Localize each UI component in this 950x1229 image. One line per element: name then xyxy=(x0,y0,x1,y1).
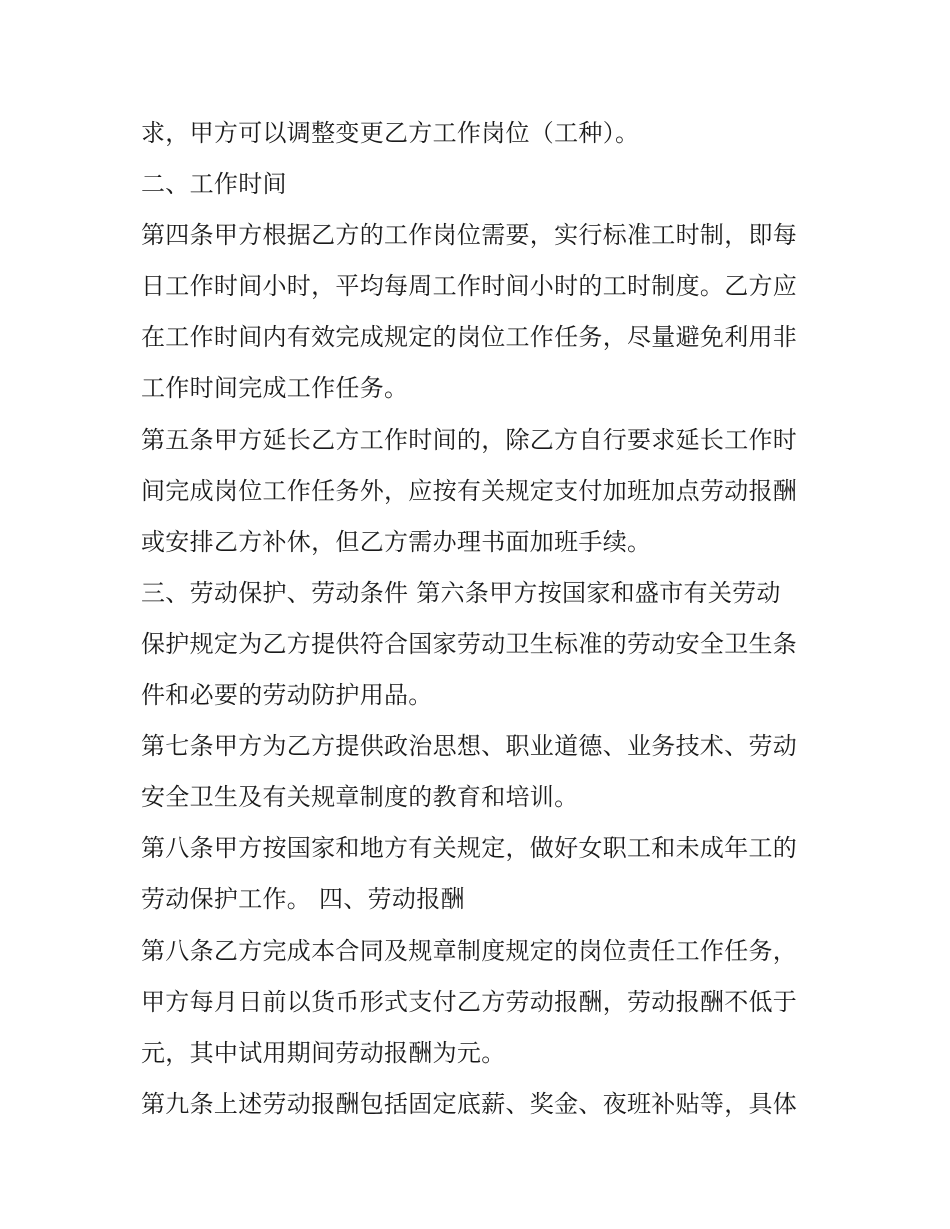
text-line: 三、劳动保护、劳动条件 第六条甲方按国家和盛市有关劳动 xyxy=(141,578,781,607)
text-line: 第八条乙方完成本合同及规章制度规定的岗位责任工作任务， xyxy=(141,936,798,965)
text-line: 在工作时间内有效完成规定的岗位工作任务，尽量避免利用非 xyxy=(141,323,798,352)
text-line: 间完成岗位工作任务外，应按有关规定支付加班加点劳动报酬 xyxy=(141,476,798,505)
text-line: 甲方每月日前以货币形式支付乙方劳动报酬，劳动报酬不低于 xyxy=(141,987,798,1016)
document-body xyxy=(141,108,821,1130)
text-line: 第九条上述劳动报酬包括固定底薪、奖金、夜班补贴等，具体 xyxy=(141,1089,798,1118)
text-line: 安全卫生及有关规章制度的教育和培训。 xyxy=(141,783,579,812)
text-line: 第八条甲方按国家和地方有关规定，做好女职工和未成年工的 xyxy=(141,834,798,863)
text-line: 第四条甲方根据乙方的工作岗位需要，实行标准工时制，即每 xyxy=(141,221,798,250)
text-line: 件和必要的劳动防护用品。 xyxy=(141,681,433,710)
text-line: 第五条甲方延长乙方工作时间的，除乙方自行要求延长工作时 xyxy=(141,425,798,454)
text-line: 保护规定为乙方提供符合国家劳动卫生标准的劳动安全卫生条 xyxy=(141,629,798,658)
text-line: 劳动保护工作。 四、劳动报酬 xyxy=(141,885,465,914)
text-line: 元，其中试用期间劳动报酬为元。 xyxy=(141,1038,506,1067)
text-line: 日工作时间小时，平均每周工作时间小时的工时制度。乙方应 xyxy=(141,272,798,301)
section-heading: 二、工作时间 xyxy=(141,170,287,199)
text-line: 或安排乙方补休，但乙方需办理书面加班手续。 xyxy=(141,527,652,556)
text-line: 第七条甲方为乙方提供政治思想、职业道德、业务技术、劳动 xyxy=(141,732,798,761)
text-line: 工作时间完成工作任务。 xyxy=(141,374,409,403)
text-line: 求，甲方可以调整变更乙方工作岗位（工种）。 xyxy=(141,119,640,147)
